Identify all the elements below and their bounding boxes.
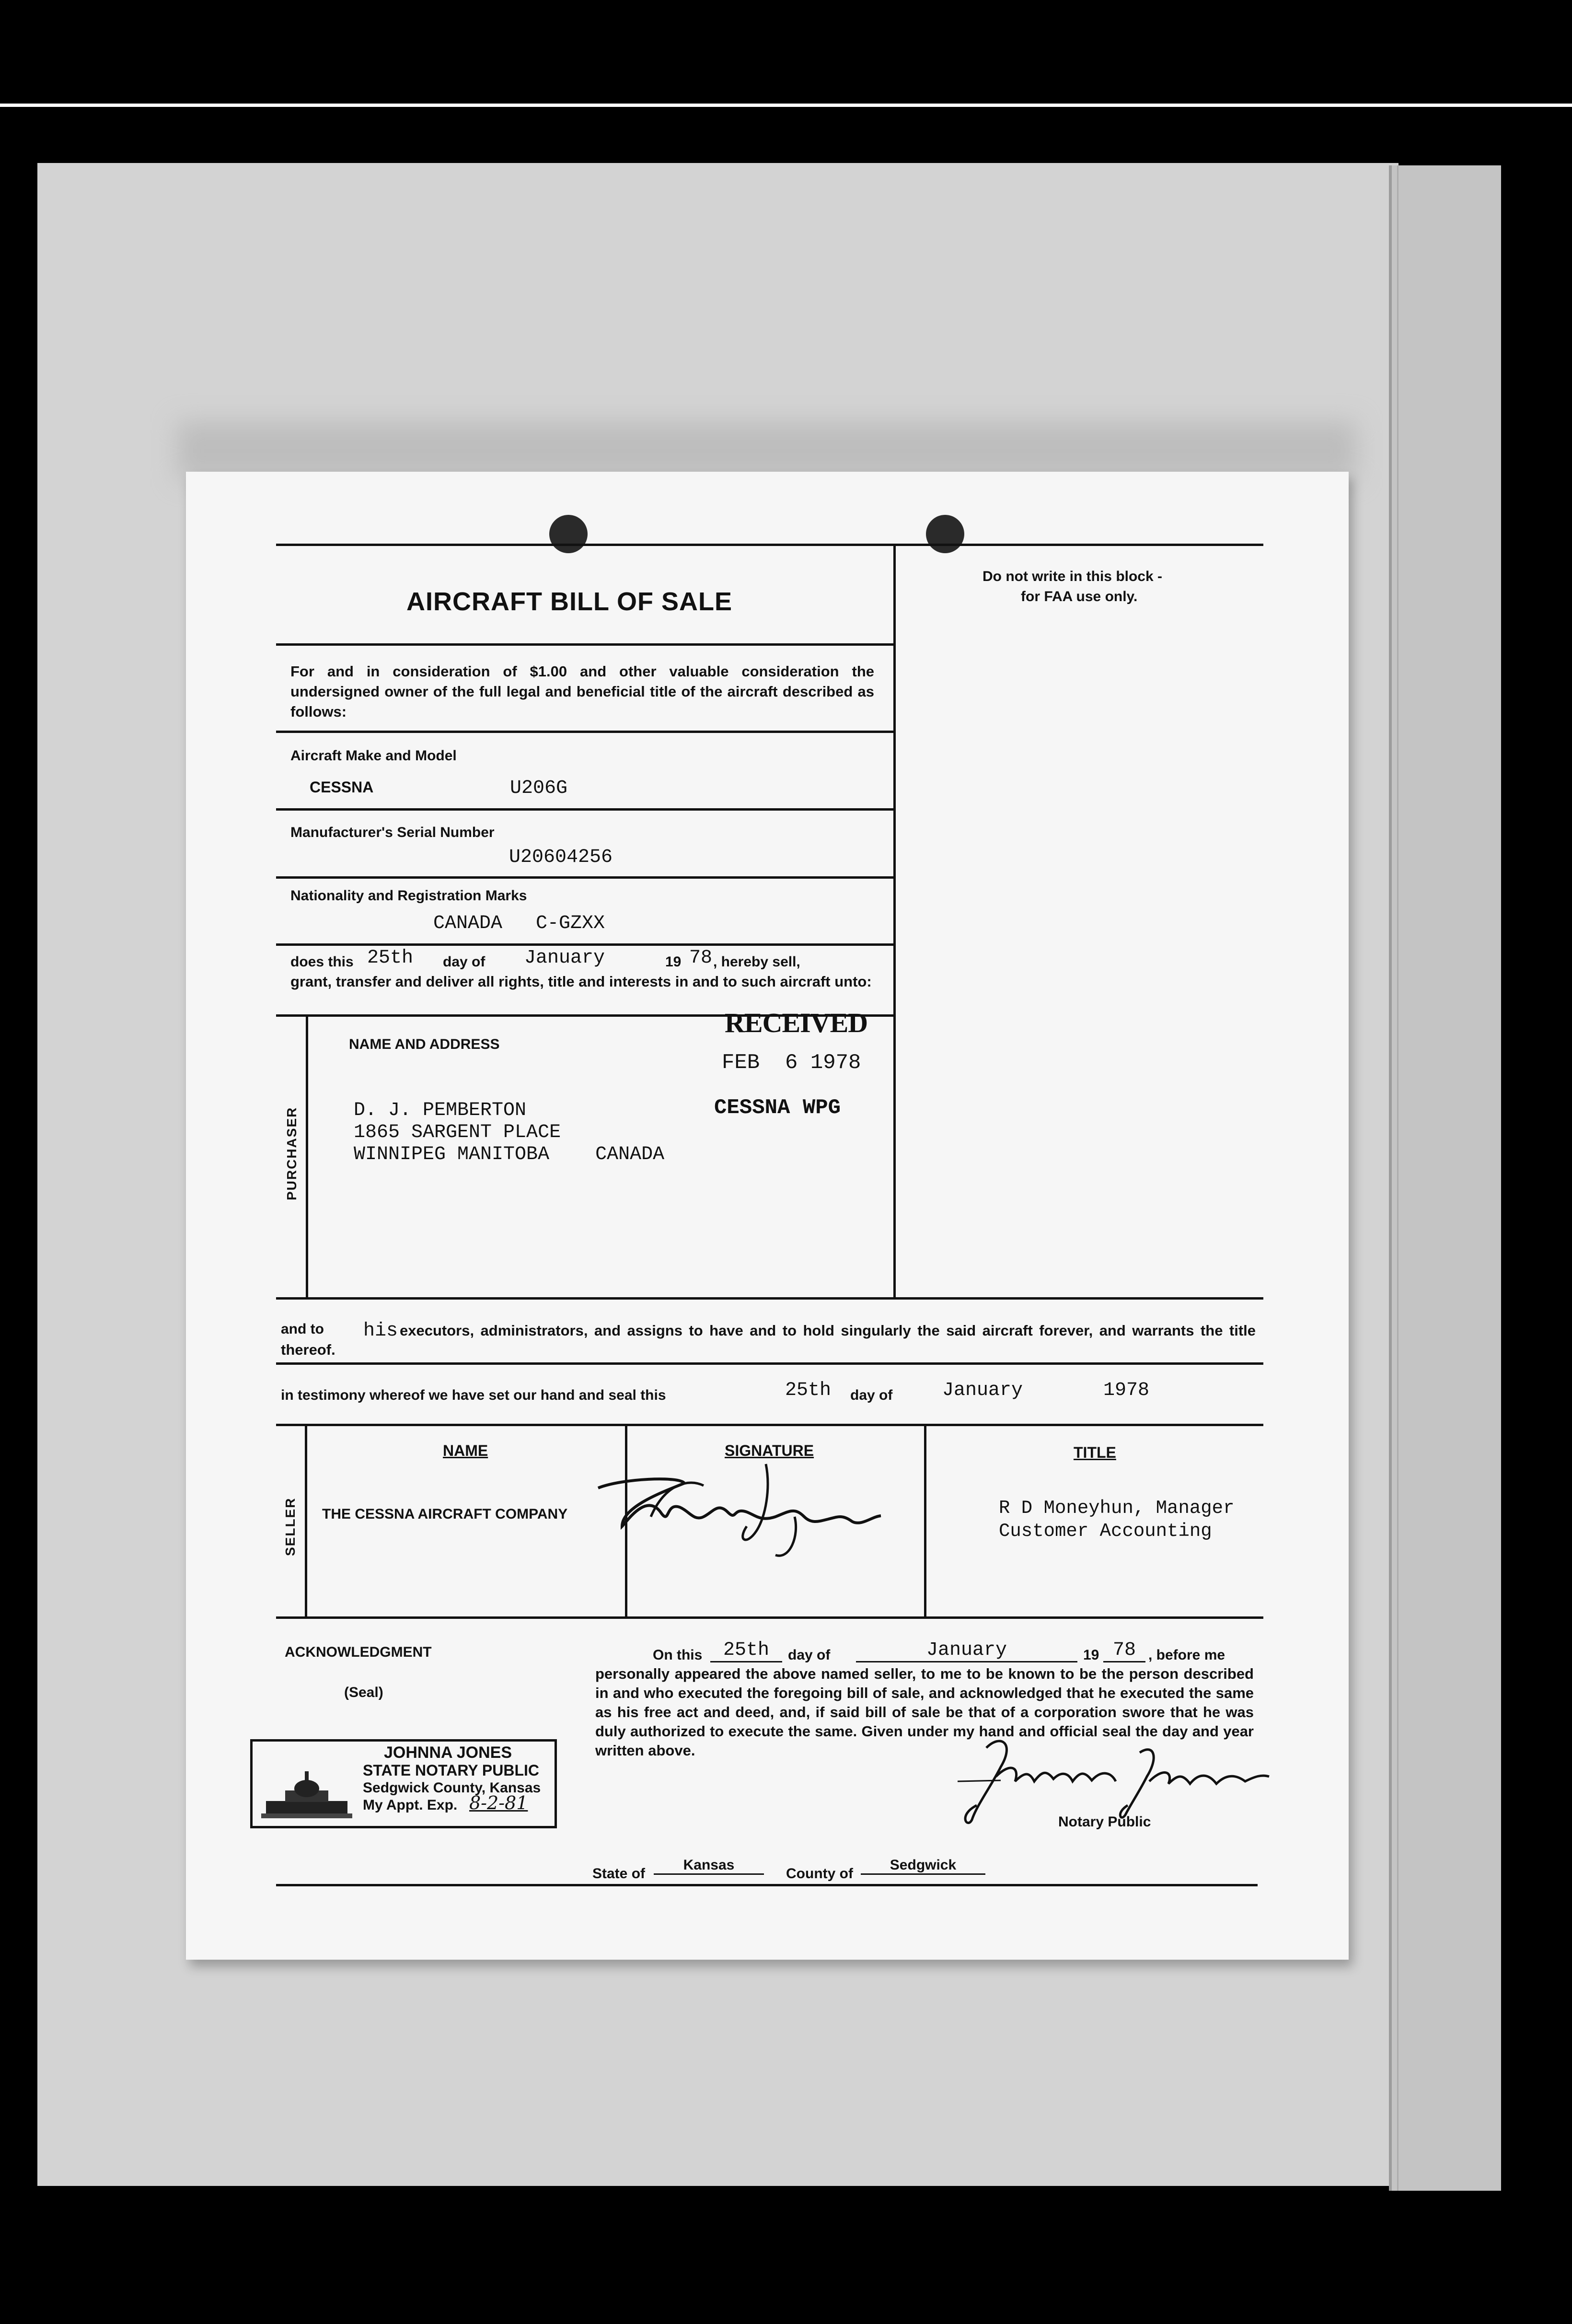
paper-shadow [177,422,1356,479]
ack-year: 78 [1103,1639,1145,1662]
pronoun-his: his [363,1320,398,1342]
received-stamp: RECEIVED [725,1007,868,1038]
sale-month: January [524,947,605,969]
make-model-label: Aircraft Make and Model [290,748,457,764]
form-top-rule [276,544,1263,546]
notary-title: STATE NOTARY PUBLIC [363,1762,539,1779]
nationality-label: Nationality and Registration Marks [290,888,527,904]
aircraft-model: U206G [510,778,568,799]
bill-of-sale-form [186,472,1349,1960]
purchaser-line-3: WINNIPEG MANITOBA CANADA [354,1144,665,1165]
grant-text: grant, transfer and deliver all rights, title and interests in and to such aircraft unto: [290,973,872,990]
form-title: AIRCRAFT BILL OF SALE [406,587,732,616]
seller-col-divider-2 [924,1424,926,1618]
seller-signature [593,1450,900,1574]
notary-county: Sedgwick County, Kansas [363,1780,541,1796]
seller-title-line2: Customer Accounting [999,1521,1212,1542]
ack-month: January [856,1639,1077,1662]
received-date-stamp: FEB 6 1978 [722,1051,861,1075]
does-this-label: does this [290,954,354,970]
ack-day: 25th [710,1639,782,1662]
seal-label: (Seal) [344,1685,383,1700]
county-of-label: County of [786,1866,853,1882]
form-bottom-rule [276,1884,1258,1886]
acknowledgment-label: ACKNOWLEDGMENT [285,1644,432,1660]
rule-before-testimony [276,1362,1263,1365]
notary-appt-label: My Appt. Exp. [363,1797,458,1813]
testimony-text: in testimony whereof we have set our hand and seal this [281,1387,666,1403]
year-prefix: 19 [665,954,682,970]
seller-title-line1: R D Moneyhun, Manager [999,1498,1235,1519]
backing-board-edge [1390,165,1501,2191]
notary-name: JOHNNA JONES [384,1743,512,1762]
ack-before: , before me [1148,1647,1225,1663]
rule-after-consideration [276,731,894,733]
punch-hole-right [926,515,964,553]
seller-label: SELLER [283,1497,298,1556]
sale-day: 25th [367,947,414,969]
name-header: NAME [443,1442,488,1459]
nationality-value: CANADA [433,913,503,934]
executors-text: executors, administrators, and assigns to have and to hold singularly the said aircraft forever, and warrants the title thereof. [281,1322,1256,1358]
faa-note-line2: for FAA use only. [1021,589,1138,604]
film-top-rule [0,104,1572,107]
sell-text: , hereby sell, [713,954,800,970]
testimony-year: 1978 [1103,1380,1150,1401]
notary-appt-date: 8-2-81 [469,1792,528,1813]
board-seam [1389,165,1392,2191]
rule-after-nationality [276,943,894,946]
ack-text: personally appeared the above named seller, to me to be known to be the person described in and who executed the foregoing bill of sale, and acknowledged that he executed the same as his free act and deed, and, if said bill of sale be that of a corporation swore that he was duly authorized to execute the same. Given under my hand and official seal the day and year written above. [595,1665,1254,1759]
faa-note-line1: Do not write in this block - [982,569,1162,584]
day-of-label: day of [443,954,485,970]
purchaser-label: PURCHASER [284,1106,299,1200]
consideration-text: For and in consideration of $1.00 and other valuable consideration the undersigned owner of the full legal and beneficial title of the aircraft described as follows: [290,663,874,720]
registration-marks: C-GZXX [536,913,605,934]
notary-stamp [250,1739,557,1828]
purchaser-line-1: D. J. PEMBERTON [354,1100,527,1121]
rule-after-make [276,808,894,811]
aircraft-make: CESSNA [310,779,374,796]
county-value: Sedgwick [861,1857,985,1875]
purchaser-side-rule [306,1014,308,1299]
ack-year-prefix: 19 [1083,1647,1099,1663]
rule-after-serial [276,876,894,879]
seller-name: THE CESSNA AIRCRAFT COMPANY [322,1506,568,1522]
testimony-day: 25th [785,1380,832,1401]
serial-label: Manufacturer's Serial Number [290,825,495,840]
capitol-building-icon [261,1767,352,1821]
name-address-label: NAME AND ADDRESS [349,1036,500,1052]
state-value: Kansas [654,1857,764,1875]
ack-day-of: day of [788,1647,831,1663]
and-to-label: and to [281,1321,324,1337]
state-of-label: State of [592,1866,646,1882]
signature-header: SIGNATURE [725,1442,814,1459]
title-header: TITLE [1074,1444,1116,1461]
rule-after-title [276,643,894,646]
punch-hole-left [549,515,588,553]
rule-after-purchaser [276,1297,1263,1300]
purchaser-line-2: 1865 SARGENT PLACE [354,1122,561,1143]
testimony-day-of: day of [850,1387,893,1403]
serial-number: U20604256 [509,847,613,868]
testimony-month: January [942,1380,1023,1401]
ack-on-this: On this [653,1647,703,1663]
seller-side-rule [305,1424,307,1618]
rule-after-seller [276,1616,1263,1619]
sale-year: 78 [689,947,713,969]
received-by-stamp: CESSNA WPG [714,1096,841,1120]
board-seam-2 [1397,165,1399,2191]
notary-public-label: Notary Public [1058,1814,1151,1830]
rule-before-seller [276,1424,1263,1426]
faa-block-divider [893,544,896,1299]
